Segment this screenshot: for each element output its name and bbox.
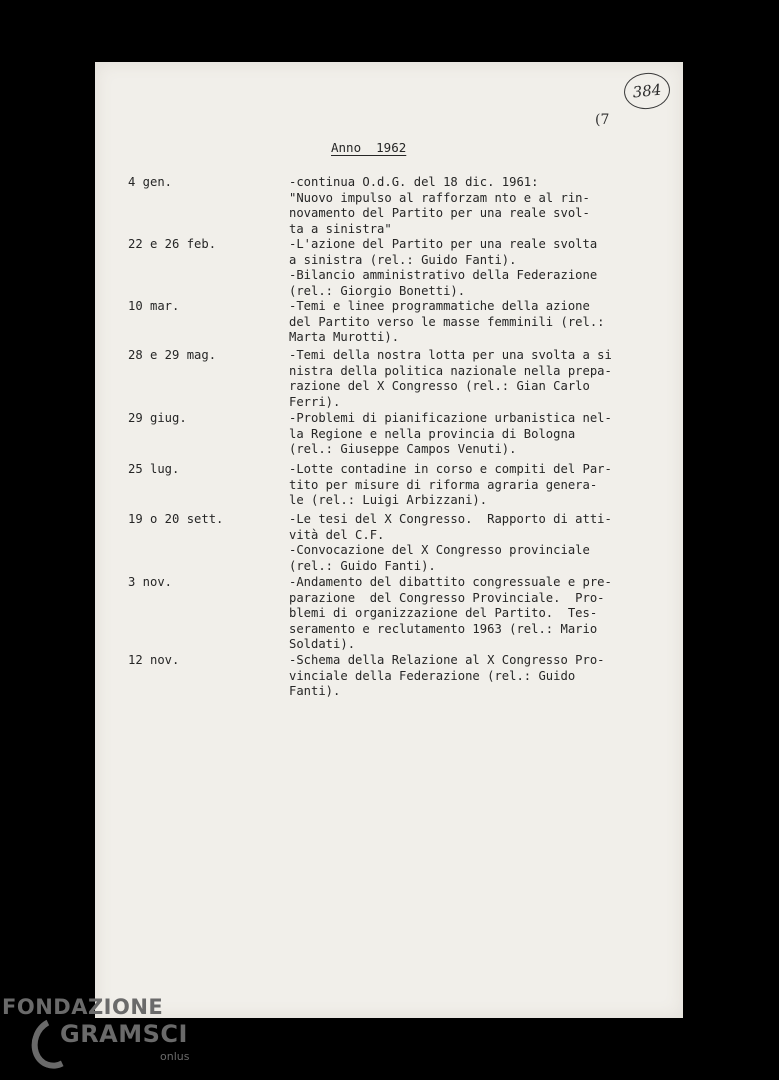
entry-text-line: (rel.: Guido Fanti). [289, 558, 436, 573]
entry-text [289, 348, 639, 410]
entry-date: 4 gen. [128, 175, 173, 189]
entry-text-line: vinciale della Federazione (rel.: Guido [289, 668, 576, 683]
entry-text-line: ta a sinistra" [289, 221, 392, 236]
entry-text-line: (rel.: Giorgio Bonetti). [289, 283, 466, 298]
entry-text-line: a sinistra (rel.: Guido Fanti). [289, 252, 517, 267]
entry-text-line: seramento e reclutamento 1963 (rel.: Mario [289, 621, 598, 636]
entry-date: 3 nov. [128, 575, 173, 589]
entry-text-line: -Temi della nostra lotta per una svolta a si [289, 348, 612, 362]
entry-text-line: -Le tesi del X Congresso. Rapporto di atti- [289, 512, 612, 526]
entry-text-line: -Lotte contadine in corso e compiti del Par- [289, 462, 612, 476]
entry-text-line: -Schema della Relazione al X Congresso Pro- [289, 653, 605, 667]
entry-date: 22 e 26 feb. [128, 237, 217, 251]
entry-date: 29 giug. [128, 411, 187, 425]
entry-text-line: -Temi e linee programmatiche della azione [289, 299, 590, 313]
entry-text-line: vità del C.F. [289, 527, 385, 542]
fondazione-gramsci-logo [2, 995, 202, 1075]
entry-date: 28 e 29 mag. [128, 348, 217, 362]
entry-text-line: -Bilancio amministrativo della Federazione [289, 268, 598, 282]
entry-text-line: Fanti). [289, 684, 341, 698]
entry-text-line: la Regione e nella provincia di Bologna [289, 426, 576, 441]
entry-date: 25 lug. [128, 462, 180, 476]
entry-text-line: nistra della politica nazionale nella prepa- [289, 363, 612, 378]
page-mark: (7 [595, 112, 610, 128]
entry-text-line: parazione del Congresso Provinciale. Pro- [289, 590, 605, 605]
entry-date: 10 mar. [128, 299, 180, 313]
entry-text [289, 411, 639, 458]
entry-text-line: (rel.: Giuseppe Campos Venuti). [289, 442, 517, 456]
entry-text [289, 512, 639, 574]
entry-text [289, 653, 639, 700]
entry-text [289, 237, 639, 299]
entry-text-line: blemi di organizzazione del Partito. Tes- [289, 606, 598, 620]
entry-text-line: -Convocazione del X Congresso provinciale [289, 543, 590, 557]
logo-line-2: GRAMSCI [60, 1020, 188, 1048]
entry-text-line: razione del X Congresso (rel.: Gian Carlo [289, 379, 590, 393]
entry-text-line: -Andamento del dibattito congressuale e pre- [289, 575, 612, 589]
entry-text-line: Marta Murotti). [289, 330, 400, 344]
entry-text-line: -L'azione del Partito per una reale svolta [289, 237, 598, 251]
entry-text [289, 299, 639, 346]
entry-text-line: le (rel.: Luigi Arbizzani). [289, 493, 488, 507]
entry-text [289, 462, 639, 509]
entry-text-line: tito per misure di riforma agraria genera- [289, 477, 598, 492]
entry-text-line: del Partito verso le masse femminili (rel.: [289, 314, 605, 329]
document-title: Anno 1962 [331, 140, 407, 155]
entry-text-line: Ferri). [289, 394, 341, 409]
entry-date: 19 o 20 sett. [128, 512, 224, 526]
entry-text-line: -continua O.d.G. del 18 dic. 1961: [289, 175, 539, 189]
entry-text-line: novamento del Partito per una reale svol- [289, 206, 590, 220]
logo-line-3: onlus [160, 1050, 190, 1063]
entry-date: 12 nov. [128, 653, 180, 667]
entry-text-line: -Problemi di pianificazione urbanistica nel- [289, 411, 612, 425]
logo-line-1: FONDAZIONE [2, 995, 164, 1019]
archive-number-stamp: 384 [622, 71, 672, 112]
entry-text-line: Soldati). [289, 637, 356, 651]
entry-text [289, 175, 639, 237]
entry-text [289, 575, 639, 653]
entry-text-line: "Nuovo impulso al rafforzam nto e al rin- [289, 190, 590, 205]
